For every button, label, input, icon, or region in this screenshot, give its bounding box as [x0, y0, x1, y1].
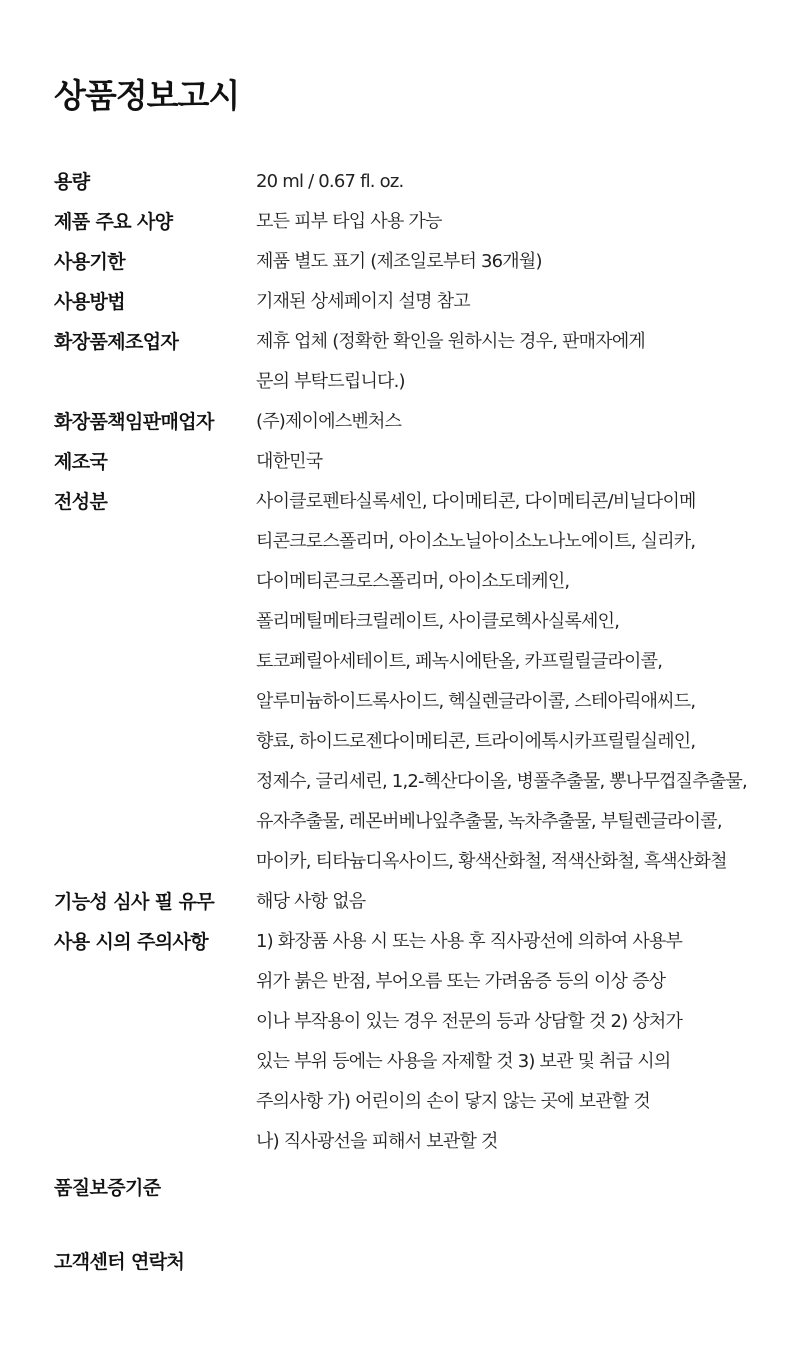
value-line: 주의사항 가) 어린이의 손이 닿지 않는 곳에 보관할 것 — [256, 1091, 650, 1112]
spec-value-origin — [256, 442, 784, 482]
spec-value-usage — [256, 282, 784, 322]
spec-label-distributor: 화장품책임판매업자 — [54, 411, 214, 433]
spec-label-precautions: 사용 시의 주의사항 — [54, 931, 209, 953]
spec-row-distributor — [54, 402, 784, 442]
value-line: 문의 부탁드립니다.) — [256, 371, 405, 392]
spec-value-main-spec — [256, 202, 784, 242]
value-line: 있는 부위 등에는 사용을 자제할 것 3) 보관 및 취급 시의 — [256, 1051, 671, 1072]
value-line: 향료, 하이드로젠다이메티콘, 트라이에톡시카프릴릴실레인, — [256, 731, 696, 752]
value-line: 대한민국 — [256, 451, 323, 472]
value-line: 티콘크로스폴리머, 아이소노닐아이소노나노에이트, 실리카, — [256, 531, 696, 552]
value-line: 제휴 업체 (정확한 확인을 원하시는 경우, 판매자에게 — [256, 331, 646, 352]
value-line: 마이카, 티타늄디옥사이드, 황색산화철, 적색산화철, 흑색산화철 — [256, 851, 727, 872]
spec-label-functional-review: 기능성 심사 필 유무 — [54, 891, 215, 913]
value-line: 1) 화장품 사용 시 또는 사용 후 직사광선에 의하여 사용부 — [256, 931, 683, 952]
spec-row-quality — [54, 1168, 784, 1208]
spec-label-contact: 고객센터 연락처 — [54, 1251, 185, 1273]
spec-row-contact — [54, 1242, 784, 1282]
spec-value-precautions — [256, 922, 784, 1162]
spec-label-expiry: 사용기한 — [54, 251, 126, 273]
spec-label-usage: 사용방법 — [54, 291, 126, 313]
page-title: 상품정보고시 — [54, 76, 240, 115]
spec-value-manufacturer — [256, 322, 784, 402]
value-line: 모든 피부 타입 사용 가능 — [256, 211, 442, 232]
value-line: (주)제이에스벤처스 — [256, 411, 402, 432]
value-line: 위가 붉은 반점, 부어오름 또는 가려움증 등의 이상 증상 — [256, 971, 666, 992]
value-line: 폴리메틸메타크릴레이트, 사이클로헥사실록세인, — [256, 611, 620, 632]
spec-row-usage — [54, 282, 784, 322]
spec-row-volume — [54, 162, 784, 202]
value-line: 정제수, 글리세린, 1,2-헥산다이올, 병풀추출물, 뽕나무껍질추출물, — [256, 771, 747, 792]
value-line: 기재된 상세페이지 설명 참고 — [256, 291, 470, 312]
spec-label-quality: 품질보증기준 — [54, 1177, 161, 1199]
spec-row-functional-review — [54, 882, 784, 922]
value-line: 제품 별도 표기 (제조일로부터 36개월) — [256, 251, 542, 272]
value-line: 다이메티콘크로스폴리머, 아이소도데케인, — [256, 571, 570, 592]
value-line: 사이클로펜타실록세인, 다이메티콘, 다이메티콘/비닐다이메 — [256, 491, 696, 512]
value-line: 유자추출물, 레몬버베나잎추출물, 녹차추출물, 부틸렌글라이콜, — [256, 811, 722, 832]
spec-value-volume — [256, 162, 784, 202]
spec-label-ingredients: 전성분 — [54, 491, 108, 513]
spec-label-volume: 용량 — [54, 171, 90, 193]
value-line: 이나 부작용이 있는 경우 전문의 등과 상담할 것 2) 상처가 — [256, 1011, 683, 1032]
spec-row-origin — [54, 442, 784, 482]
spec-label-origin: 제조국 — [54, 451, 108, 473]
value-line: 알루미늄하이드록사이드, 헥실렌글라이콜, 스테아릭애씨드, — [256, 691, 696, 712]
spec-label-main-spec: 제품 주요 사양 — [54, 211, 173, 233]
value-line: 나) 직사광선을 피해서 보관할 것 — [256, 1131, 498, 1152]
spec-value-ingredients — [256, 482, 784, 882]
value-line: 20 ml / 0.67 fl. oz. — [256, 171, 404, 192]
spec-label-manufacturer: 화장품제조업자 — [54, 331, 179, 353]
spec-row-ingredients — [54, 482, 784, 882]
spec-row-precautions — [54, 922, 784, 1162]
spec-row-main-spec — [54, 202, 784, 242]
spec-value-expiry — [256, 242, 784, 282]
spec-value-distributor — [256, 402, 784, 442]
spec-row-expiry — [54, 242, 784, 282]
product-info-table — [54, 162, 784, 1282]
spec-row-manufacturer — [54, 322, 784, 402]
spec-value-functional-review — [256, 882, 784, 922]
value-line: 토코페릴아세테이트, 페녹시에탄올, 카프릴릴글라이콜, — [256, 651, 663, 672]
value-line: 해당 사항 없음 — [256, 891, 366, 912]
